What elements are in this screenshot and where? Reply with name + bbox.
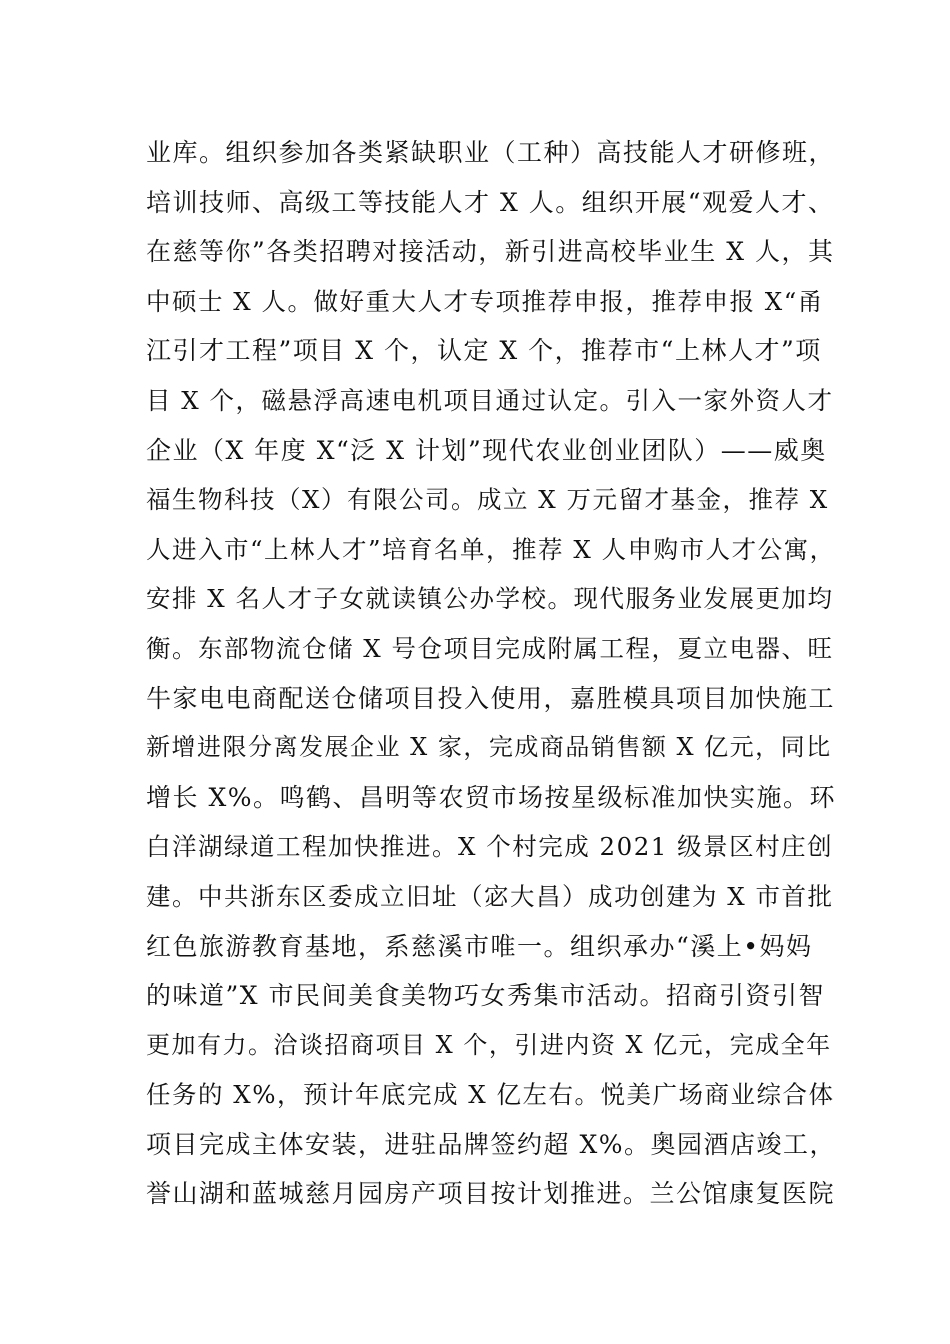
text-line: 的味道”X 市民间美食美物巧女秀集市活动。招商引资引智 [146, 981, 826, 1011]
text-line: 人进入市“上林人才”培育名单，推荐 X 人申购市人才公寓， [146, 534, 836, 564]
text-line: 誉山湖和蓝城慈月园房产项目按计划推进。兰公馆康复医院 [146, 1179, 836, 1209]
text-line: 白洋湖绿道工程加快推进。X 个村完成 2021 级景区村庄创 [146, 832, 834, 862]
text-line: 任务的 X%，预计年底完成 X 亿左右。悦美广场商业综合体 [146, 1080, 835, 1110]
text-line: 衡。东部物流仓储 X 号仓项目完成附属工程，夏立电器、旺 [146, 633, 834, 663]
text-line: 增长 X%。鸣鹤、昌明等农贸市场按星级标准加快实施。环 [146, 782, 837, 812]
text-line: 培训技师、高级工等技能人才 X 人。组织开展“观爱人才、 [146, 187, 835, 217]
text-line: 项目完成主体安装，进驻品牌签约超 X%。奥园酒店竣工， [146, 1129, 837, 1159]
text-line: 安排 X 名人才子女就读镇公办学校。现代服务业发展更加均 [146, 584, 834, 614]
text-line: 福生物科技（X）有限公司。成立 X 万元留才基金，推荐 X [146, 485, 829, 515]
text-line: 江引才工程”项目 X 个，认定 X 个，推荐市“上林人才”项 [146, 336, 822, 366]
text-line: 在慈等你”各类招聘对接活动，新引进高校毕业生 X 人，其 [146, 237, 835, 267]
text-line: 新增进限分离发展企业 X 家，完成商品销售额 X 亿元，同比 [146, 733, 832, 762]
text-line: 更加有力。洽谈招商项目 X 个，引进内资 X 亿元，完成全年 [146, 1030, 832, 1059]
body-text [146, 128, 836, 1219]
text-line: 牛家电电商配送仓储项目投入使用，嘉胜模具项目加快施工 [146, 683, 836, 713]
text-line: 业库。组织参加各类紧缺职业（工种）高技能人才研修班， [146, 138, 836, 167]
text-line: 红色旅游教育基地，系慈溪市唯一。组织承办“溪上•妈妈 [146, 931, 813, 961]
text-line: 中硕士 X 人。做好重大人才专项推荐申报，推荐申报 X“甬 [146, 286, 824, 316]
text-line: 企业（X 年度 X“泛 X 计划”现代农业创业团队）——威奥 [146, 435, 827, 465]
text-line: 建。中共浙东区委成立旧址（宓大昌）成功创建为 X 市首批 [146, 881, 834, 911]
text-line: 目 X 个，磁悬浮高速电机项目通过认定。引入一家外资人才 [146, 385, 834, 415]
